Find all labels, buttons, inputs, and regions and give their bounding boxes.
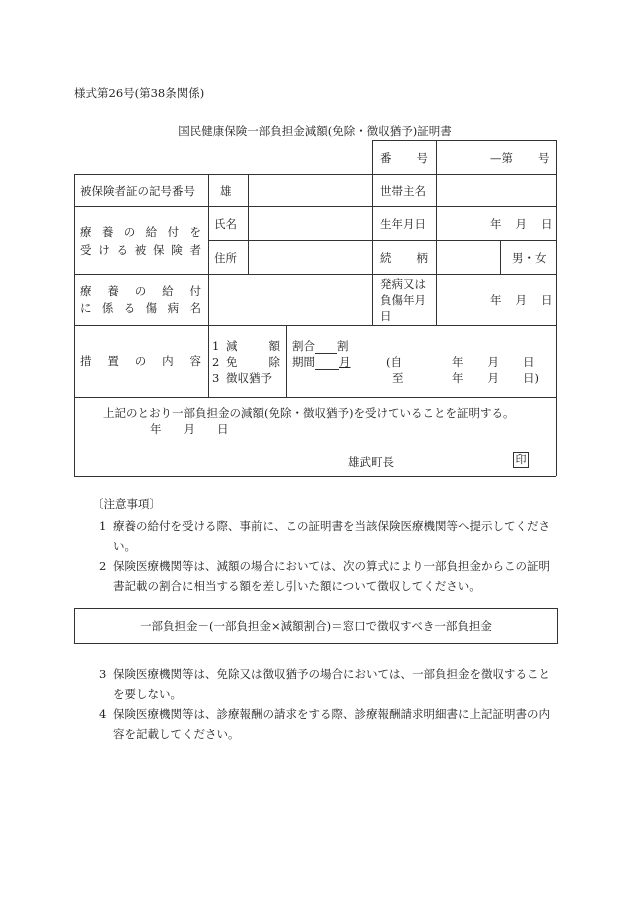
dob-date-blank: 年 月 日	[490, 217, 553, 231]
number-suffix: 号	[538, 151, 550, 165]
measure-option-deferral: 3 徴収猶予	[212, 371, 272, 385]
measure-options	[212, 338, 280, 386]
certificate-page: 様式第26号(第38条関係) 国民健康保険一部負担金減額(免除・徴収猶予)証明書 番 号 —第 号 被保険者証の記号番号 雄 世帯主名 療 養 の 給 付 を 受 け る 被 保 険 者 氏名 生年月日 年 月 日 住所 続 柄 男・女 療 養 の 給 付 に 係 る 傷 病 名 発病又は 負傷年月 日 年 月 日 措 置 の 内 容 1 減 額 2 免 除 3 徴収猶予 割合 割 期間 月 (自 年 月 日 至 年 月 日) 上記のとおり一部負担金の減額(免除・徴収猶予)を受けていることを証明する。 年 月 日 雄武町長 印 〔注意事項〕 1 療養の給付を受ける際、事前に、この証明書を当該保険医療機関等へ提示してください。 2 保険医療機関等は、減額の場合においては、次の算式により一部負担金からこの証明書記載の割合に相当する額を差し引いた額について徴収してください。 一部負担金－(一部負担金×減額割合)＝窓口で徴収すべき一部負担金 3 保険医療機関等は、免除又は徴収猶予の場合においては、一部負担金を徴収することを要しない。 4 保険医療機関等は、診療報酬の請求をする際、診療報酬請求明細書に上記証明書の内容を記載してください。	[0, 0, 630, 915]
certification-date: 年 月 日	[150, 422, 229, 436]
number-label: 番 号	[380, 151, 428, 165]
period-to-label: 至	[392, 371, 404, 385]
period-from-date: 年 月 日	[452, 355, 535, 369]
number-value: —第	[490, 151, 513, 165]
issuer-name: 雄武町長	[348, 455, 394, 469]
injury-label-line1: 療 養 の 給 付	[80, 284, 201, 298]
measure-label: 措 置 の 内 容	[80, 354, 201, 368]
card-number-label: 被保険者証の記号番号	[80, 184, 195, 198]
name-label: 氏名	[214, 217, 237, 231]
ratio-field: 割合 割	[292, 339, 349, 353]
period-field: 期間 月	[292, 355, 351, 369]
period-from-label: (自	[386, 355, 402, 369]
card-symbol: 雄	[220, 184, 232, 198]
householder-label: 世帯主名	[380, 184, 426, 198]
dob-label: 生年月日	[380, 217, 426, 231]
relation-label: 続 柄	[380, 251, 428, 265]
insured-label-line1: 療 養 の 給 付 を	[80, 225, 201, 239]
measure-option-reduction: 1 減 額	[212, 339, 280, 353]
injury-label-line2: に 係 る 傷 病 名	[80, 301, 201, 315]
page-title: 国民健康保険一部負担金減額(免除・徴収猶予)証明書	[178, 124, 452, 138]
deduction-formula: 一部負担金－(一部負担金×減額割合)＝窓口で徴収すべき一部負担金	[74, 608, 558, 644]
form-number: 様式第26号(第38条関係)	[74, 86, 205, 100]
notes-heading: 〔注意事項〕	[92, 497, 161, 511]
period-to-date: 年 月 日)	[452, 371, 539, 385]
insured-label-line2: 受 け る 被 保 険 者	[80, 243, 201, 257]
onset-date-blank: 年 月 日	[490, 293, 553, 307]
address-label: 住所	[214, 251, 237, 265]
measure-option-exemption: 2 免 除	[212, 355, 280, 369]
gender-field: 男・女	[512, 251, 547, 265]
certification-text: 上記のとおり一部負担金の減額(免除・徴収猶予)を受けていることを証明する。	[103, 406, 515, 420]
seal-mark: 印	[513, 452, 529, 468]
onset-label: 発病又は 負傷年月 日	[380, 277, 426, 323]
